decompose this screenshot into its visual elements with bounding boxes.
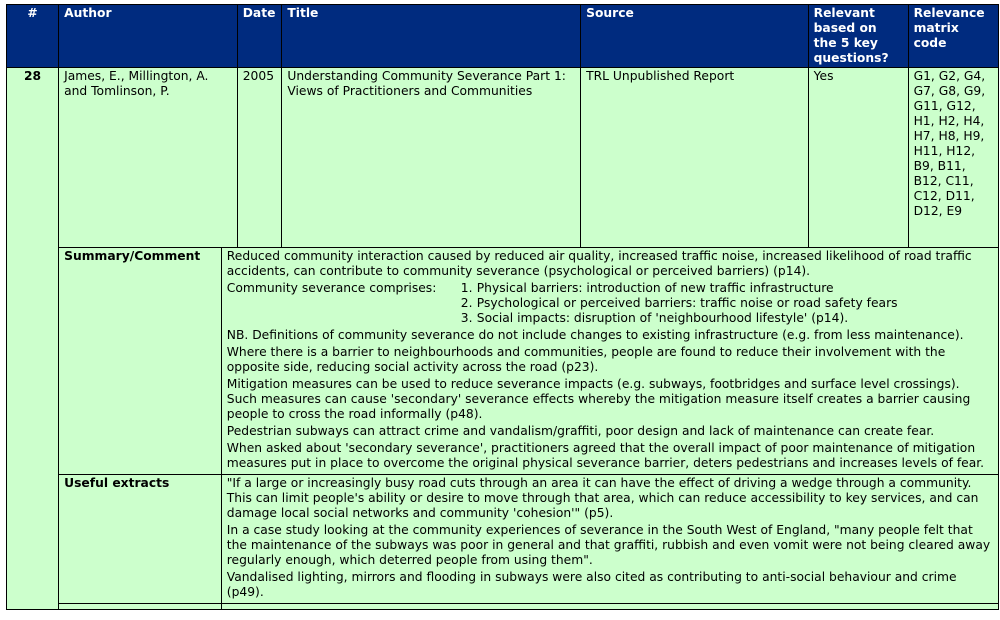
summary-label: Summary/Comment — [59, 248, 222, 475]
record-matrix-code: G1, G2, G4, G7, G8, G9, G11, G12, H1, H2, H4, H7, H8, H9, H11, H12, B9, B11, B12, C11, C12, D11, D12, E9 — [908, 68, 998, 248]
header-title: Title — [282, 5, 581, 68]
summary-paragraph: NB. Definitions of community severance do not include changes to existing infrastructure (e.g. from less maintenance). — [226, 328, 964, 342]
header-date: Date — [237, 5, 282, 68]
summary-paragraph: Mitigation measures can be used to reduce severance impacts (e.g. subways, footbridges and surface level crossings). Such measures can cause 'secondary' severance effects whereby the mitigation measure itself creates a barrier causing people to cross the road informally (p48). — [226, 377, 971, 421]
extracts-content — [221, 475, 998, 604]
summary-row — [7, 248, 999, 475]
extract-paragraph: "If a large or increasingly busy road cuts through an area it can have the effect of driving a wedge through a community. This can limit people's ability or desire to move through that area, which can reduce accessibility to key services, and can damage local social networks and community 'cohesion'" (p5). — [226, 476, 979, 520]
header-row — [7, 5, 999, 68]
summary-paragraph: Reduced community interaction caused by reduced air quality, increased traffic noise, increased likelihood of road traffic accidents, can contribute to community severance (psychological or perceived barriers) (p14). — [226, 249, 972, 278]
summary-paragraph: When asked about 'secondary severance', practitioners agreed that the overall impact of poor maintenance of mitigation measures put in place to overcome the original physical severance barrier, deters pedestrians and increases levels of fear. — [226, 441, 985, 470]
record-source: TRL Unpublished Report — [581, 68, 809, 248]
extracts-row — [7, 475, 999, 604]
record-title: Understanding Community Severance Part 1: Views of Practitioners and Communities — [282, 68, 581, 248]
severance-item: 1. Physical barriers: introduction of new traffic infrastructure — [460, 281, 834, 295]
record-date: 2005 — [237, 68, 282, 248]
header-matrix-code: Relevance matrix code — [908, 5, 998, 68]
trailing-cell — [221, 604, 998, 610]
summary-paragraph: Pedestrian subways can attract crime and vandalism/graffiti, poor design and lack of maintenance can create fear. — [226, 424, 935, 438]
summary-paragraph: Where there is a barrier to neighbourhoods and communities, people are found to reduce their involvement with the opposite side, reducing social activity across the road (p23). — [226, 345, 946, 374]
literature-review-table — [6, 4, 999, 610]
trailing-row — [7, 604, 999, 610]
header-number: # — [7, 5, 59, 68]
extract-paragraph: Vandalised lighting, mirrors and flooding in subways were also cited as contributing to anti-social behaviour and crime (p49). — [226, 570, 957, 599]
extracts-label: Useful extracts — [59, 475, 222, 604]
severance-list — [227, 281, 993, 326]
summary-content — [221, 248, 998, 475]
record-number: 28 — [7, 68, 59, 610]
header-author: Author — [59, 5, 238, 68]
severance-intro: Community severance comprises: — [226, 281, 437, 295]
severance-item: 2. Psychological or perceived barriers: traffic noise or road safety fears — [460, 296, 898, 310]
record-author: James, E., Millington, A. and Tomlinson, P. — [59, 68, 238, 248]
extract-paragraph: In a case study looking at the community experiences of severance in the South West of England, "many people felt that the maintenance of the subways was poor in general and that graffiti, rubbish and even vomit were not being cleared away regularly enough, which deterred people from using them". — [226, 523, 991, 567]
record-row — [7, 68, 999, 248]
severance-item: 3. Social impacts: disruption of 'neighbourhood lifestyle' (p14). — [460, 311, 849, 325]
trailing-cell — [59, 604, 222, 610]
header-relevant: Relevant based on the 5 key questions? — [808, 5, 908, 68]
record-relevant: Yes — [808, 68, 908, 248]
header-source: Source — [581, 5, 809, 68]
